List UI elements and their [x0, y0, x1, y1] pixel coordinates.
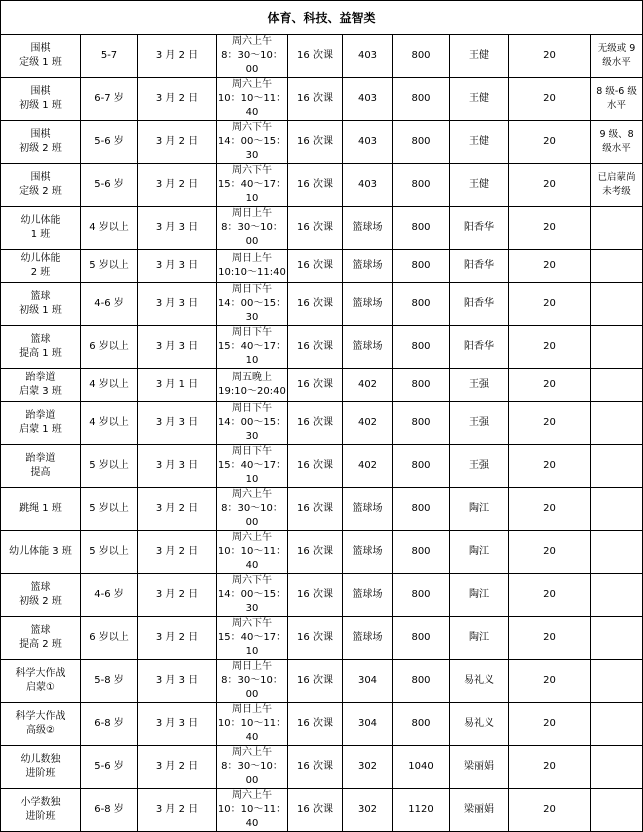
teacher: 阳香华	[450, 283, 509, 326]
teacher: 阳香华	[450, 207, 509, 250]
lesson-count: 16 次课	[288, 445, 343, 488]
lesson-count: 16 次课	[288, 574, 343, 617]
note	[591, 369, 643, 402]
start-date: 3 月 3 日	[138, 283, 217, 326]
class-time: 周日上午 10：10～11：40	[217, 703, 288, 746]
note	[591, 445, 643, 488]
start-date: 3 月 2 日	[138, 531, 217, 574]
note	[591, 326, 643, 369]
teacher: 陶江	[450, 574, 509, 617]
age-range: 6-8 岁	[81, 703, 138, 746]
course-name: 跆拳道 启蒙 3 班	[1, 369, 81, 402]
table-row	[1, 35, 643, 78]
start-date: 3 月 2 日	[138, 35, 217, 78]
class-time: 周日下午 14：00～15：30	[217, 402, 288, 445]
start-date: 3 月 2 日	[138, 121, 217, 164]
capacity: 20	[509, 402, 591, 445]
class-time: 周日上午 8：30～10：00	[217, 207, 288, 250]
age-range: 5-6 岁	[81, 746, 138, 789]
note	[591, 488, 643, 531]
fee: 800	[393, 488, 450, 531]
start-date: 3 月 3 日	[138, 326, 217, 369]
lesson-count: 16 次课	[288, 703, 343, 746]
note	[591, 402, 643, 445]
lesson-count: 16 次课	[288, 35, 343, 78]
table-row	[1, 574, 643, 617]
teacher: 陶江	[450, 531, 509, 574]
age-range: 4-6 岁	[81, 283, 138, 326]
start-date: 3 月 3 日	[138, 703, 217, 746]
course-name: 科学大作战 启蒙①	[1, 660, 81, 703]
age-range: 6 岁以上	[81, 326, 138, 369]
classroom: 402	[343, 402, 393, 445]
age-range: 5 岁以上	[81, 445, 138, 488]
teacher: 易礼义	[450, 660, 509, 703]
fee: 800	[393, 164, 450, 207]
teacher: 易礼义	[450, 703, 509, 746]
teacher: 阳香华	[450, 326, 509, 369]
note	[591, 283, 643, 326]
teacher: 阳香华	[450, 250, 509, 283]
table-title: 体育、科技、益智类	[1, 1, 643, 35]
start-date: 3 月 2 日	[138, 746, 217, 789]
teacher: 王强	[450, 369, 509, 402]
teacher: 王强	[450, 402, 509, 445]
class-time: 周五晚上 19:10～20:40	[217, 369, 288, 402]
age-range: 4-6 岁	[81, 574, 138, 617]
course-name: 篮球 提高 2 班	[1, 617, 81, 660]
capacity: 20	[509, 789, 591, 832]
capacity: 20	[509, 660, 591, 703]
table-row	[1, 250, 643, 283]
note	[591, 617, 643, 660]
start-date: 3 月 3 日	[138, 207, 217, 250]
course-name: 围棋 定级 1 班	[1, 35, 81, 78]
note: 无级或 9 级水平	[591, 35, 643, 78]
teacher: 王健	[450, 164, 509, 207]
start-date: 3 月 2 日	[138, 164, 217, 207]
capacity: 20	[509, 746, 591, 789]
capacity: 20	[509, 78, 591, 121]
teacher: 王强	[450, 445, 509, 488]
classroom: 304	[343, 660, 393, 703]
capacity: 20	[509, 445, 591, 488]
classroom: 403	[343, 78, 393, 121]
class-time: 周日上午 8：30～10：00	[217, 660, 288, 703]
table-row	[1, 660, 643, 703]
fee: 800	[393, 617, 450, 660]
table-row	[1, 369, 643, 402]
start-date: 3 月 2 日	[138, 574, 217, 617]
table-row	[1, 445, 643, 488]
fee: 1120	[393, 789, 450, 832]
class-time: 周六下午 15：40～17：10	[217, 164, 288, 207]
note	[591, 703, 643, 746]
fee: 800	[393, 121, 450, 164]
course-name: 篮球 初级 1 班	[1, 283, 81, 326]
fee: 800	[393, 283, 450, 326]
note: 8 级-6 级 水平	[591, 78, 643, 121]
capacity: 20	[509, 250, 591, 283]
course-name: 围棋 定级 2 班	[1, 164, 81, 207]
age-range: 6 岁以上	[81, 617, 138, 660]
age-range: 5 岁以上	[81, 250, 138, 283]
course-name: 围棋 初级 1 班	[1, 78, 81, 121]
classroom: 篮球场	[343, 531, 393, 574]
table-row	[1, 164, 643, 207]
teacher: 梁丽娟	[450, 789, 509, 832]
classroom: 篮球场	[343, 207, 393, 250]
start-date: 3 月 2 日	[138, 488, 217, 531]
fee: 800	[393, 445, 450, 488]
lesson-count: 16 次课	[288, 488, 343, 531]
classroom: 302	[343, 789, 393, 832]
class-time: 周六上午 8：30～10：00	[217, 746, 288, 789]
fee: 800	[393, 326, 450, 369]
course-name: 小学数独 进阶班	[1, 789, 81, 832]
fee: 800	[393, 402, 450, 445]
fee: 800	[393, 207, 450, 250]
age-range: 5 岁以上	[81, 488, 138, 531]
table-row	[1, 207, 643, 250]
fee: 800	[393, 703, 450, 746]
age-range: 5-8 岁	[81, 660, 138, 703]
course-name: 篮球 初级 2 班	[1, 574, 81, 617]
classroom: 篮球场	[343, 326, 393, 369]
classroom: 304	[343, 703, 393, 746]
capacity: 20	[509, 617, 591, 660]
lesson-count: 16 次课	[288, 746, 343, 789]
teacher: 陶江	[450, 617, 509, 660]
classroom: 篮球场	[343, 250, 393, 283]
note	[591, 660, 643, 703]
table-row	[1, 78, 643, 121]
start-date: 3 月 2 日	[138, 78, 217, 121]
capacity: 20	[509, 207, 591, 250]
note	[591, 746, 643, 789]
course-name: 跆拳道 启蒙 1 班	[1, 402, 81, 445]
capacity: 20	[509, 326, 591, 369]
class-time: 周六上午 10：10～11：40	[217, 531, 288, 574]
lesson-count: 16 次课	[288, 78, 343, 121]
note	[591, 789, 643, 832]
lesson-count: 16 次课	[288, 121, 343, 164]
age-range: 5-6 岁	[81, 164, 138, 207]
fee: 800	[393, 574, 450, 617]
course-name: 围棋 初级 2 班	[1, 121, 81, 164]
capacity: 20	[509, 164, 591, 207]
age-range: 4 岁以上	[81, 369, 138, 402]
course-name: 幼儿数独 进阶班	[1, 746, 81, 789]
class-time: 周六下午 14：00～15：30	[217, 574, 288, 617]
note	[591, 207, 643, 250]
course-name: 幼儿体能 3 班	[1, 531, 81, 574]
capacity: 20	[509, 35, 591, 78]
classroom: 403	[343, 121, 393, 164]
course-name: 幼儿体能 1 班	[1, 207, 81, 250]
teacher: 梁丽娟	[450, 746, 509, 789]
table-row	[1, 283, 643, 326]
classroom: 402	[343, 445, 393, 488]
course-name: 跳绳 1 班	[1, 488, 81, 531]
note: 已启蒙尚 未考级	[591, 164, 643, 207]
course-name: 科学大作战 高级②	[1, 703, 81, 746]
fee: 800	[393, 660, 450, 703]
lesson-count: 16 次课	[288, 283, 343, 326]
age-range: 6-7 岁	[81, 78, 138, 121]
lesson-count: 16 次课	[288, 402, 343, 445]
class-time: 周六上午 10：10～11：40	[217, 789, 288, 832]
classroom: 402	[343, 369, 393, 402]
lesson-count: 16 次课	[288, 531, 343, 574]
capacity: 20	[509, 369, 591, 402]
note: 9 级、8 级水平	[591, 121, 643, 164]
class-time: 周日下午 15：40～17：10	[217, 445, 288, 488]
classroom: 篮球场	[343, 488, 393, 531]
table-row	[1, 326, 643, 369]
table-row	[1, 746, 643, 789]
teacher: 陶江	[450, 488, 509, 531]
class-time: 周日下午 14：00～15：30	[217, 283, 288, 326]
course-name: 跆拳道 提高	[1, 445, 81, 488]
age-range: 4 岁以上	[81, 207, 138, 250]
lesson-count: 16 次课	[288, 250, 343, 283]
start-date: 3 月 3 日	[138, 445, 217, 488]
age-range: 5-7	[81, 35, 138, 78]
lesson-count: 16 次课	[288, 326, 343, 369]
class-time: 周六上午 8：30～10：00	[217, 35, 288, 78]
table-row	[1, 488, 643, 531]
fee: 800	[393, 78, 450, 121]
course-name: 幼儿体能 2 班	[1, 250, 81, 283]
start-date: 3 月 1 日	[138, 369, 217, 402]
table-title-row	[1, 1, 643, 35]
lesson-count: 16 次课	[288, 660, 343, 703]
lesson-count: 16 次课	[288, 369, 343, 402]
lesson-count: 16 次课	[288, 164, 343, 207]
start-date: 3 月 3 日	[138, 402, 217, 445]
class-time: 周六下午 15：40～17：10	[217, 617, 288, 660]
lesson-count: 16 次课	[288, 207, 343, 250]
course-name: 篮球 提高 1 班	[1, 326, 81, 369]
classroom: 302	[343, 746, 393, 789]
start-date: 3 月 2 日	[138, 617, 217, 660]
class-time: 周六下午 14：00～15：30	[217, 121, 288, 164]
capacity: 20	[509, 703, 591, 746]
note	[591, 531, 643, 574]
start-date: 3 月 3 日	[138, 250, 217, 283]
classroom: 篮球场	[343, 283, 393, 326]
table-row	[1, 617, 643, 660]
fee: 1040	[393, 746, 450, 789]
capacity: 20	[509, 574, 591, 617]
fee: 800	[393, 369, 450, 402]
start-date: 3 月 2 日	[138, 789, 217, 832]
fee: 800	[393, 531, 450, 574]
class-time: 周日上午 10:10～11:40	[217, 250, 288, 283]
start-date: 3 月 3 日	[138, 660, 217, 703]
teacher: 王健	[450, 35, 509, 78]
lesson-count: 16 次课	[288, 617, 343, 660]
table-row	[1, 789, 643, 832]
classroom: 篮球场	[343, 617, 393, 660]
classroom: 篮球场	[343, 574, 393, 617]
class-time: 周日下午 15：40～17：10	[217, 326, 288, 369]
note	[591, 574, 643, 617]
note	[591, 250, 643, 283]
capacity: 20	[509, 488, 591, 531]
table-row	[1, 402, 643, 445]
teacher: 王健	[450, 121, 509, 164]
capacity: 20	[509, 283, 591, 326]
age-range: 4 岁以上	[81, 402, 138, 445]
capacity: 20	[509, 121, 591, 164]
fee: 800	[393, 35, 450, 78]
table-row	[1, 121, 643, 164]
capacity: 20	[509, 531, 591, 574]
fee: 800	[393, 250, 450, 283]
teacher: 王健	[450, 78, 509, 121]
table-row	[1, 531, 643, 574]
age-range: 6-8 岁	[81, 789, 138, 832]
lesson-count: 16 次课	[288, 789, 343, 832]
table-row	[1, 703, 643, 746]
classroom: 403	[343, 35, 393, 78]
class-time: 周六上午 10：10～11：40	[217, 78, 288, 121]
age-range: 5-6 岁	[81, 121, 138, 164]
age-range: 5 岁以上	[81, 531, 138, 574]
classroom: 403	[343, 164, 393, 207]
class-time: 周六上午 8：30～10：00	[217, 488, 288, 531]
